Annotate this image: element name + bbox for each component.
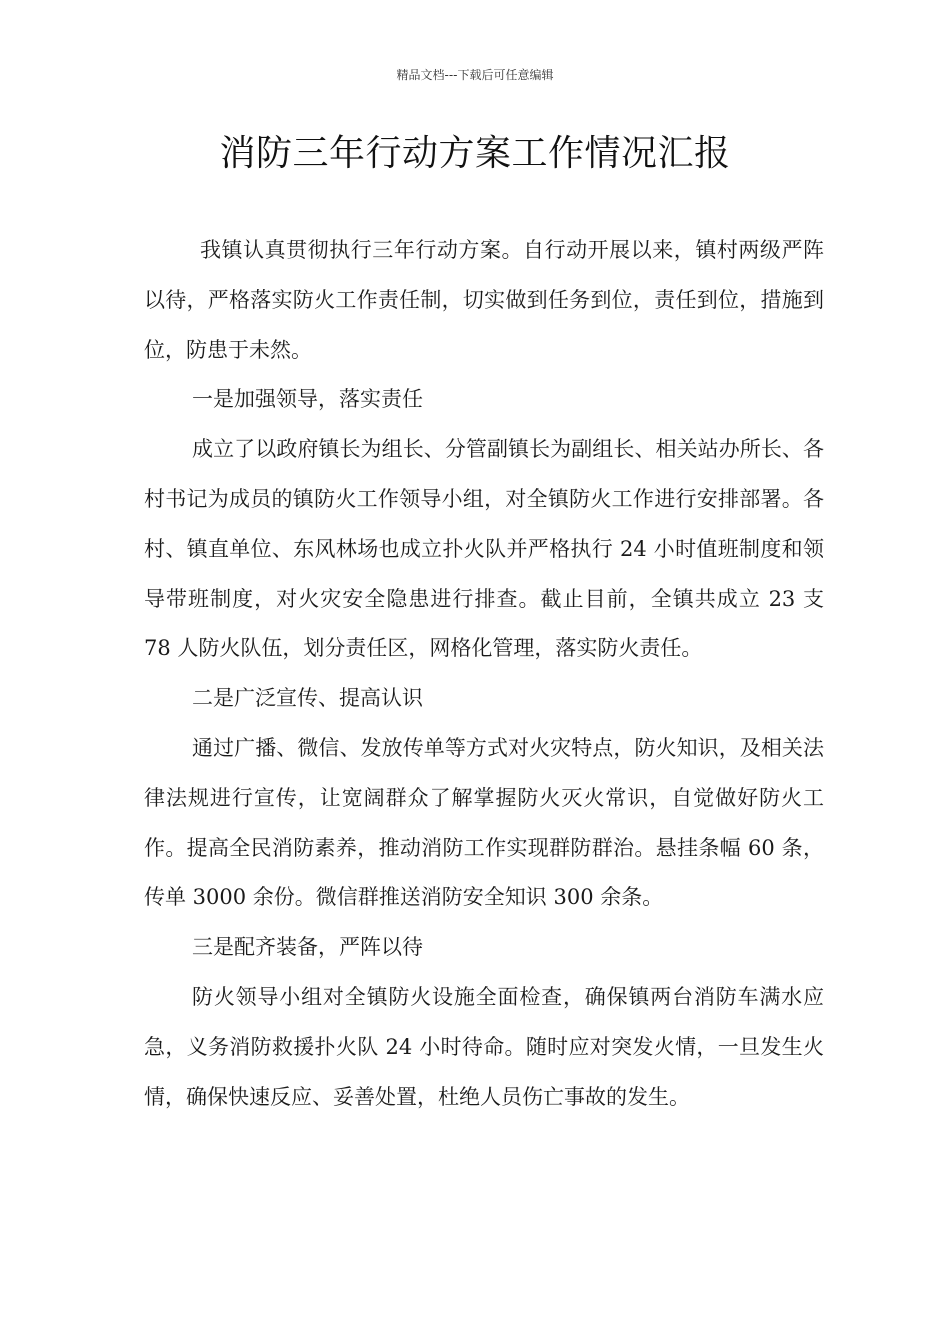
section-heading-3: 三是配齐装备，严阵以待 <box>192 935 423 960</box>
section-paragraph-1: 成立了以政府镇长为组长、分管副镇长为副组长、相关站办所长、各村书记为成员的镇防火工作领导小组，对全镇防火工作进行安排部署。各村、镇直单位、东风林场也成立扑火队并严格执行 24 小时值班制度和领导带班制度，对火灾安全隐患进行排查。截止目前，全镇共成立 23 支 78 人防火队伍，划分责任区，网格化管理，落实防火责任。 <box>144 437 824 661</box>
document-title: 消防三年行动方案工作情况汇报 <box>219 133 731 174</box>
section-heading-1: 一是加强领导，落实责任 <box>192 387 423 412</box>
section-heading-2: 二是广泛宣传、提高认识 <box>192 686 423 711</box>
page-header-note: 精品文档---下载后可任意编辑 <box>396 68 554 82</box>
section-paragraph-2: 通过广播、微信、发放传单等方式对火灾特点，防火知识，及相关法律法规进行宣传，让宽阔群众了解掌握防火灭火常识，自觉做好防火工作。提高全民消防素养，推动消防工作实现群防群治。悬挂条幅 60 条，传单 3000 余份。微信群推送消防安全知识 300 余条。 <box>144 735 824 910</box>
section-paragraph-3: 防火领导小组对全镇防火设施全面检查，确保镇两台消防车满水应急，义务消防救援扑火队 24 小时待命。随时应对突发火情，一旦发生火情，确保快速反应、妥善处置，杜绝人员伤亡事故的发生。 <box>144 984 824 1109</box>
document-body <box>144 226 824 1122</box>
intro-paragraph: 我镇认真贯彻执行三年行动方案。自行动开展以来，镇村两级严阵以待，严格落实防火工作责任制，切实做到任务到位，责任到位，措施到位，防患于未然。 <box>144 238 824 362</box>
